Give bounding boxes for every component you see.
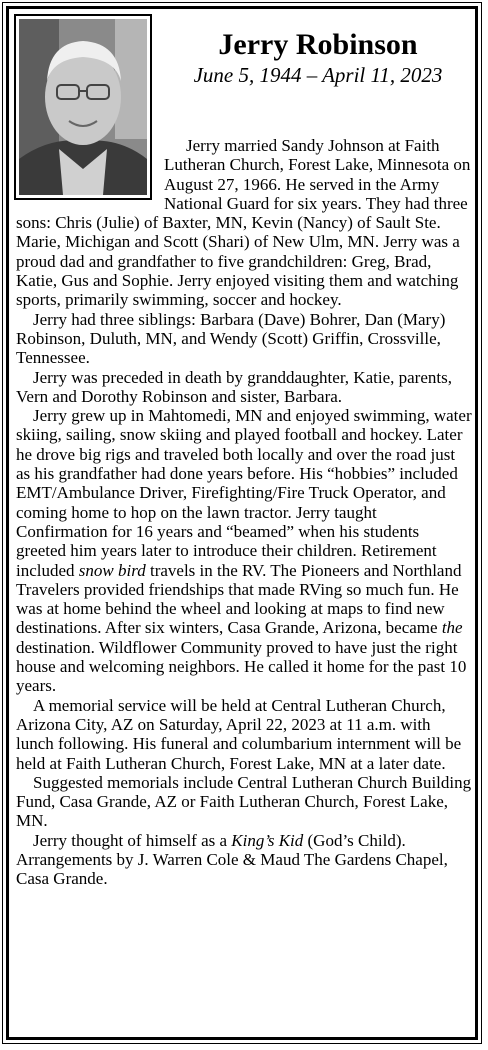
life-dates: June 5, 1944 – April 11, 2023 [193, 63, 443, 87]
paragraph-preceded: Jerry was preceded in death by granddaughter, Katie, parents, Vern and Dorothy Robinson and sister, Barbara. [16, 367, 452, 406]
paragraph-siblings: Jerry had three siblings: Barbara (Dave) Bohrer, Dan (Mary) Robinson, Duluth, MN, and Wendy (Scott) Griffin, Crossville, Tennessee. [16, 309, 446, 368]
paragraph-memorials: Suggested memorials include Central Lutheran Church Building Fund, Casa Grande, AZ or Faith Lutheran Church, Forest Lake, MN. [16, 772, 472, 831]
obituary-heading [160, 28, 476, 88]
deceased-name: Jerry Robinson [218, 28, 418, 61]
photo-wrap-spacer [16, 136, 164, 212]
obituary-body [16, 136, 472, 889]
paragraph-closing: Jerry thought of himself as a King’s Kid (God’s Child). Arrangements by J. Warren Cole & Maud The Gardens Chapel, Casa Grande. [16, 830, 448, 889]
paragraph-service: A memorial service will be held at Central Lutheran Church, Arizona City, AZ on Saturday, April 22, 2023 at 11 a.m. with lunch following. His funeral and columbarium internment will be held at Faith Lutheran Church, Forest Lake, MN at a later date. [16, 695, 462, 773]
paragraph-family: Jerry married Sandy Johnson at Faith Lutheran Church, Forest Lake, Minnesota on August 27, 1966. He served in the Army National Guard for six years. They had three sons: Chris (Julie) of Baxter, MN, Kevin (Nancy) of Sault Ste. Marie, Michigan and Scott (Shari) of New Ulm, MN. Jerry was a proud dad and grandfather to five grandchildren: Greg, Brad, Katie, Gus and Sophie. Jerry enjoyed visiting them and watching sports, primarily swimming, soccer and hockey. [16, 136, 471, 310]
paragraph-life: Jerry grew up in Mahtomedi, MN and enjoyed swimming, water skiing, sailing, snow skiing and played football and hockey. Later he drove big rigs and traveled both locally and over the road just as his grandfather had done years before. His “hobbies” included EMT/Ambulance Driver, Firefighting/Fire Truck Operator, and coming home to hop on the lawn tractor. Jerry taught Confirmation for 16 years and “beamed” when his students greeted him years later to introduce their children. Retirement included snow bird travels in the RV. The Pioneers and Northland Travelers provided friendships that made RVing so much fun. He was at home behind the wheel and looking at maps to find new destinations. After six winters, Casa Grande, Arizona, became the destination. Wildflower Community proved to have just the right house and welcoming neighbors. He called it home for the past 10 years. [16, 406, 472, 696]
